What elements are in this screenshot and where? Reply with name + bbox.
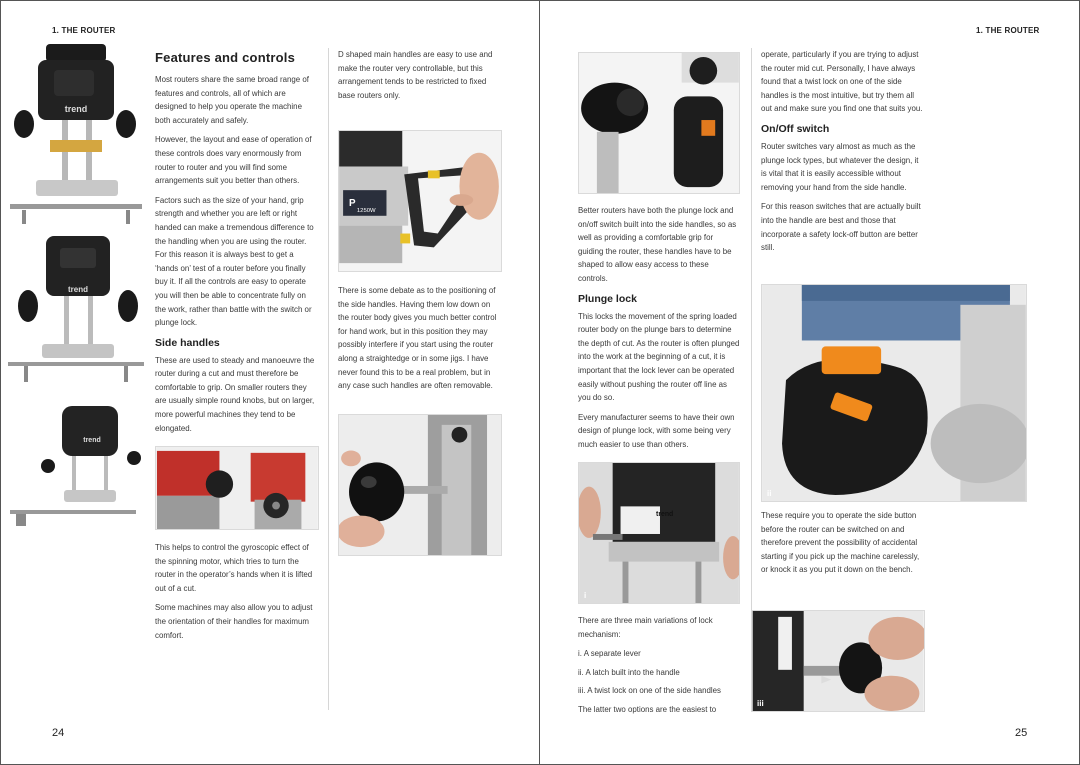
- photo-label-ii: ii: [767, 489, 772, 498]
- photo-twist-lock-handle: [751, 610, 925, 712]
- paragraph: The latter two options are the easiest to: [578, 704, 717, 714]
- photo-d-shaped-handle: [338, 130, 502, 272]
- right-column-2-top: [761, 48, 925, 261]
- running-head-left: 1. THE ROUTER: [52, 26, 116, 35]
- spine-gutter: [539, 0, 540, 765]
- list-item: iii. A twist lock on one of the side handles: [578, 686, 721, 696]
- router-wattage-badge: 1250W: [356, 207, 376, 214]
- page-number-right: 25: [1015, 727, 1028, 739]
- router-brand-label-2: trend: [68, 285, 88, 294]
- photo-label-iii: iii: [757, 699, 764, 708]
- paragraph: For this reason switches that are actually built into the handle are best and those that incorporate a safety lock-off button are better still.: [761, 202, 921, 253]
- paragraph: Every manufacturer seems to have their own design of plunge lock, with some being very much easier to use than others.: [578, 412, 735, 449]
- heading-side-handles: Side handles: [155, 336, 220, 349]
- column-divider: [328, 48, 329, 710]
- router-photo-small: [6, 402, 146, 544]
- heading-on-off-switch: On/Off switch: [761, 122, 830, 135]
- router-brand-label-4: trend: [656, 511, 674, 519]
- paragraph: These require you to operate the side button before the router can be switched on and therefore prevent the possibility of accidental starting if you pick up the machine carelessly, or knock it as you put it down on the bench.: [761, 511, 920, 575]
- right-column-1-continued: [578, 614, 740, 723]
- router-photo-medium: [6, 232, 146, 394]
- router-model-label: P: [349, 197, 356, 209]
- paragraph: There are three main variations of lock mechanism:: [578, 616, 713, 639]
- photo-separate-lever: [578, 462, 740, 604]
- page-number-left: 24: [52, 727, 65, 739]
- paragraph: This helps to control the gyroscopic effect of the spinning motor, which tries to turn the router in the operator’s hands when it is lifted out of a cut.: [155, 543, 313, 593]
- right-column-2-middle: [761, 509, 925, 583]
- running-head-right: 1. THE ROUTER: [976, 26, 1040, 35]
- left-column-2-middle: [338, 284, 502, 399]
- list-item: ii. A latch built into the handle: [578, 667, 680, 677]
- photo-latch-switch-handle: [761, 284, 1027, 502]
- paragraph: D shaped main handles are easy to use and make the router very controllable, but this arrangement tends to be restricted to fixed base routers only.: [338, 50, 493, 100]
- paragraph: There is some debate as to the positioning of the side handles. Having them low down on the router body gives you much better control for hand work, but in this position they may possibly interfere if you start using the router along a straightedge or in some jigs. I have never found this to be a real problem, but in any case such handles are often removable.: [338, 286, 497, 391]
- list-item: i. A separate lever: [578, 649, 641, 659]
- right-column-1: [578, 204, 740, 458]
- left-column-1-continued: [155, 541, 317, 648]
- router-brand-label-3: trend: [83, 437, 101, 444]
- left-column-2-top: [338, 48, 502, 108]
- paragraph: Better routers have both the plunge lock and on/off switch built into the side handles, so as well as providing a comfortable grip for guiding the router, these handles have to be shaped to allow easy access to these controls.: [578, 206, 737, 283]
- paragraph: Most routers share the same broad range of features and controls, all of which are designed to help you operate the machine both accurately and safely.: [155, 75, 309, 125]
- paragraph: This locks the movement of the spring loaded router body on the plunge bars to determine the depth of cut. As the router is often plunged into the work at the beginning of a cut, it is important that the lock lever can be operated easily without pushing the router off line as you do so.: [578, 311, 740, 403]
- heading-plunge-lock: Plunge lock: [578, 292, 637, 305]
- heading-features-and-controls: Features and controls: [155, 50, 296, 65]
- paragraph: Factors such as the size of your hand, grip strength and whether you are left or right handed can make a tremendous difference to the handling when you are using the router. For this reason it is always best to get a ‘hands on’ test of a router before you finally buy it. If all the controls are easy to operate you will then be able to concentrate fully on the work, rather than battle with the switch or plunge lock.: [155, 195, 314, 328]
- paragraph: However, the layout and ease of operation of these controls does vary enormously from router to router and you will find some arrangements suit you better than others.: [155, 135, 312, 186]
- paragraph: Router switches vary almost as much as the plunge lock types, but whatever the design, it is vital that it is easily accessible without removing your hand from the side handle.: [761, 141, 919, 192]
- router-photo-large: [6, 40, 146, 226]
- photo-red-routers-knobs: [155, 446, 319, 530]
- photo-removable-knob: [338, 414, 502, 556]
- router-brand-label: trend: [64, 104, 88, 114]
- photo-label-i: i: [584, 591, 587, 600]
- photo-side-handles-controls: [578, 52, 740, 194]
- paragraph: These are used to steady and manoeuvre the router during a cut and must therefore be comfortable to grip. On smaller routers they are usually simple round knobs, but on larger, more powerful machines they tend to be elongated.: [155, 355, 315, 433]
- left-column-1: [155, 50, 317, 441]
- paragraph: operate, particularly if you are trying to adjust the router mid cut. Personally, I have always found that a twist lock on one of the side handles is the most intuitive, but try them all out and make sure you find one that suits you.: [761, 50, 923, 114]
- paragraph: Some machines may also allow you to adjust the orientation of their handles for maximum comfort.: [155, 603, 313, 640]
